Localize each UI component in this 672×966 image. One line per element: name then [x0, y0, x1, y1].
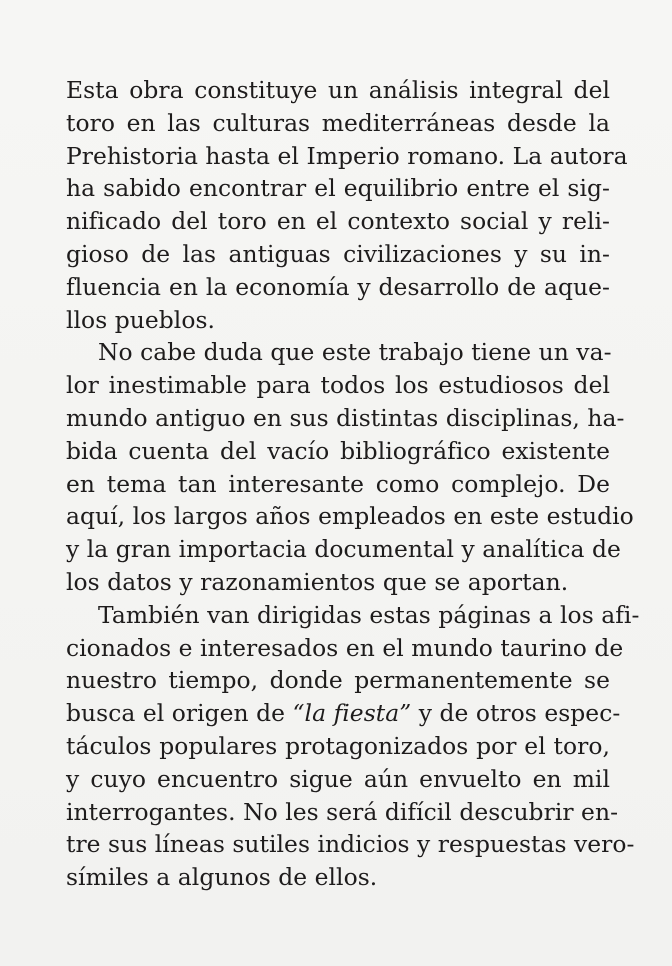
- text-line: táculos populares protagonizados por el toro,: [66, 731, 610, 760]
- text-line: los datos y razonamientos que se aportan.: [66, 567, 569, 596]
- paragraph-3: [66, 599, 640, 894]
- text-line: nuestro tiempo, donde permanentemente se: [66, 666, 610, 695]
- text-line: nificado del toro en el contexto social y reli-: [66, 207, 610, 236]
- text-line: cionados e interesados en el mundo taurino de: [66, 633, 624, 662]
- text-line: símiles a algunos de ellos.: [66, 863, 378, 892]
- text-line: y la gran importacia documental y analítica de: [66, 535, 621, 564]
- text-line-with-emphasis: [66, 697, 621, 730]
- blurb-text: [66, 74, 640, 894]
- text-line: toro en las culturas mediterráneas desde la: [66, 108, 610, 137]
- emphasized-title: “la fiesta”: [292, 699, 412, 728]
- text-line: en tema tan interesante como complejo. De: [66, 469, 610, 498]
- text-line: lor inestimable para todos los estudiosos del: [66, 371, 610, 400]
- text-line: gioso de las antiguas civilizaciones y su in-: [66, 239, 610, 268]
- text-line: Esta obra constituye un análisis integral del: [66, 76, 610, 104]
- text-line: ha sabido encontrar el equilibrio entre el sig-: [66, 174, 610, 203]
- text-line: fluencia en la economía y desarrollo de aque-: [66, 272, 610, 301]
- text-line: Prehistoria hasta el Imperio romano. La autora: [66, 141, 628, 170]
- text-line: mundo antiguo en sus distintas disciplinas, ha-: [66, 403, 625, 432]
- text-segment: busca el origen de: [66, 699, 293, 728]
- text-line: tre sus líneas sutiles indicios y respuestas vero-: [66, 830, 635, 859]
- text-line: aquí, los largos años empleados en este estudio: [66, 502, 634, 531]
- text-segment: y de otros espec-: [411, 699, 621, 728]
- text-line: No cabe duda que este trabajo tiene un va-: [98, 338, 612, 367]
- paragraph-2: [66, 336, 634, 598]
- text-line: También van dirigidas estas páginas a los afi-: [98, 600, 640, 629]
- text-line: bida cuenta del vacío bibliográfico existente: [66, 436, 610, 465]
- paragraph-1: [66, 74, 628, 336]
- text-line: y cuyo encuentro sigue aún envuelto en mil: [66, 764, 610, 793]
- text-line: interrogantes. No les será difícil descubrir en-: [66, 797, 619, 826]
- text-line: llos pueblos.: [66, 305, 215, 334]
